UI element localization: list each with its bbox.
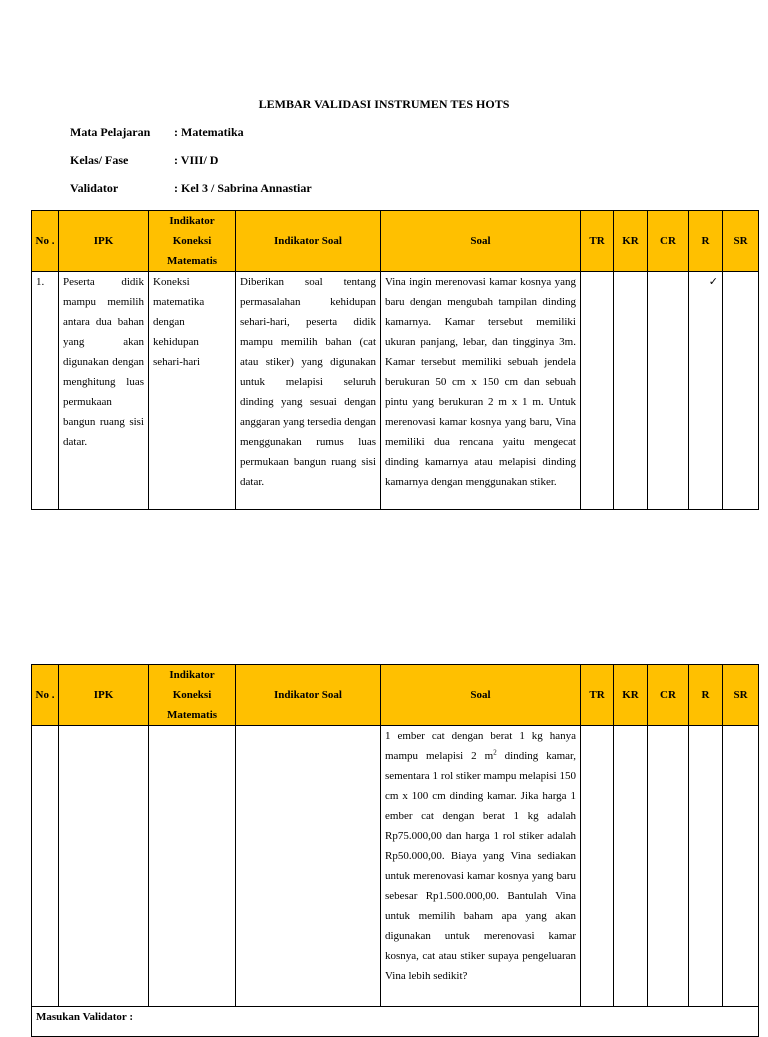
cell-sr <box>723 726 759 1007</box>
cell-indikator-soal: Diberikan soal tentang permasalahan kehidupan sehari-hari, peserta didik mampu memilih bahan (cat atau stiker) yang digunakan untuk melapisi seluruh dinding yang sesuai dengan anggaran yang tersedia dengan menggunakan rumus luas permukaan bangun ruang sisi datar. <box>236 272 381 510</box>
meta-validator <box>70 181 312 196</box>
header-kr: KR <box>614 665 648 726</box>
cell-r <box>689 726 723 1007</box>
cell-soal <box>381 726 581 1007</box>
meta-validator-label: Validator <box>70 181 119 195</box>
soal-superscript: 2 <box>493 748 497 757</box>
cell-soal: Vina ingin merenovasi kamar kosnya yang baru dengan mengubah tampilan dinding kamarnya. Kamar tersebut memiliki ukuran panjang, lebar, dan tingginya 3m. Kamar tersebut memiliki sebuah jendela berukuran 50 cm x 150 cm dan sebuah pintu yang berukuran 2 m x 1 m. Untuk merenovasi kamar kosnya yang baru, Vina memiliki dua rencana yaitu mengecat dinding kamarnya atau melapisi dinding kamarnya dengan menggunakan stiker. <box>381 272 581 510</box>
header-r: R <box>689 211 723 272</box>
header-indikator-soal: Indikator Soal <box>236 211 381 272</box>
validation-table-page-2 <box>31 664 759 1037</box>
cell-tr <box>581 726 614 1007</box>
table-header-row <box>32 211 759 272</box>
cell-r-checkmark: ✓ <box>689 272 723 510</box>
soal-text-part2: dinding kamar, sementara 1 rol stiker mampu melapisi 150 cm x 100 cm dinding kamar. Jika harga 1 ember cat dengan berat 1 kg adalah Rp75.000,00 dan harga 1 rol stiker adalah Rp50.000,00. Biaya yang Vina sediakan untuk merenovasi kamar kosnya yang baru sebesar Rp1.500.000,00. Bantulah Vina untuk memilih baham apa yang akan digunakan untuk merenovasi kamar kosnya, cat atau stiker supaya pengeluaran Vina lebih sedikit? <box>385 750 576 982</box>
meta-class-label: Kelas/ Fase <box>70 153 129 167</box>
validation-table-page-1 <box>31 210 759 510</box>
meta-subject-value: : Matematika <box>174 125 244 139</box>
cell-tr <box>581 272 614 510</box>
header-no: No . <box>32 665 59 726</box>
meta-subject-label: Mata Pelajaran <box>70 125 151 139</box>
meta-class-value: : VIII/ D <box>174 153 219 167</box>
cell-kr <box>614 726 648 1007</box>
validator-notes-row <box>32 1007 759 1037</box>
table-header-row <box>32 665 759 726</box>
header-indikator-koneksi: Indikator Koneksi Matematis <box>149 665 236 726</box>
meta-validator-value: : Kel 3 / Sabrina Annastiar <box>174 181 312 195</box>
header-r: R <box>689 665 723 726</box>
cell-ipk <box>59 726 149 1007</box>
header-indikator-soal: Indikator Soal <box>236 665 381 726</box>
header-ipk: IPK <box>59 211 149 272</box>
cell-no <box>32 726 59 1007</box>
cell-ipk: Peserta didik mampu memilih antara dua bahan yang akan digunakan dengan menghitung luas permukaan bangun ruang sisi datar. <box>59 272 149 510</box>
header-ipk: IPK <box>59 665 149 726</box>
cell-cr <box>648 726 689 1007</box>
header-tr: TR <box>581 665 614 726</box>
meta-subject <box>70 125 244 140</box>
header-sr: SR <box>723 665 759 726</box>
header-kr: KR <box>614 211 648 272</box>
header-sr: SR <box>723 211 759 272</box>
cell-indikator-soal <box>236 726 381 1007</box>
cell-indikator-koneksi <box>149 726 236 1007</box>
document-title: LEMBAR VALIDASI INSTRUMEN TES HOTS <box>258 97 510 111</box>
table-row <box>32 726 759 1007</box>
validator-notes-label: Masukan Validator : <box>32 1007 759 1037</box>
cell-indikator-koneksi: Koneksi matematika dengan kehidupan sehari-hari <box>149 272 236 510</box>
header-tr: TR <box>581 211 614 272</box>
header-soal: Soal <box>381 211 581 272</box>
header-soal: Soal <box>381 665 581 726</box>
cell-kr <box>614 272 648 510</box>
header-no: No . <box>32 211 59 272</box>
table-row <box>32 272 759 510</box>
header-indikator-koneksi: Indikator Koneksi Matematis <box>149 211 236 272</box>
header-cr: CR <box>648 211 689 272</box>
header-cr: CR <box>648 665 689 726</box>
cell-sr <box>723 272 759 510</box>
soal-text-part1: 1 ember cat dengan berat 1 kg hanya mampu melapisi 2 m <box>385 730 576 762</box>
cell-cr <box>648 272 689 510</box>
meta-class <box>70 153 218 168</box>
cell-no: 1. <box>32 272 59 510</box>
